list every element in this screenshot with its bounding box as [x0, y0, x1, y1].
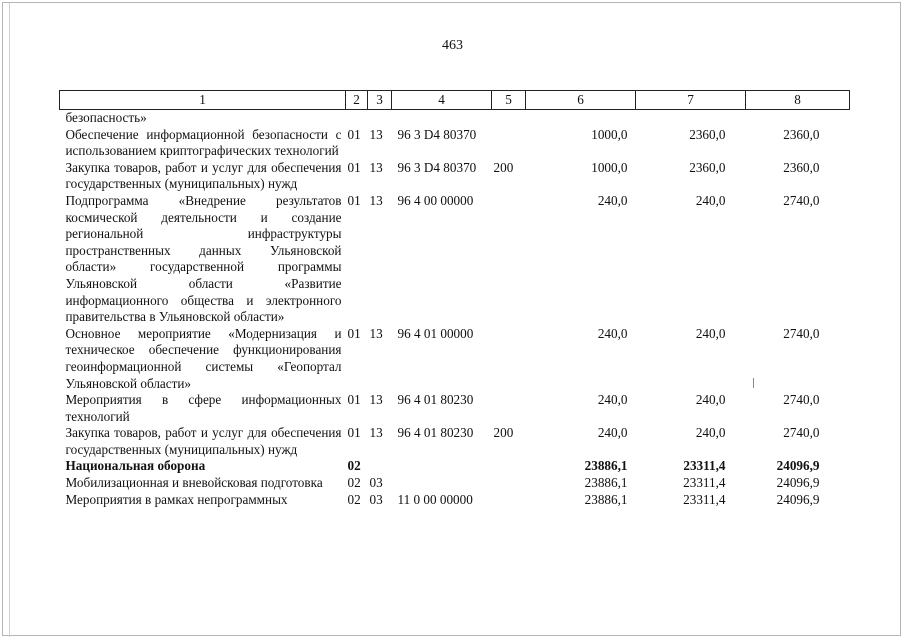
row-expense-type — [492, 193, 526, 326]
row-subsection — [368, 110, 392, 127]
table-row — [60, 110, 850, 127]
row-target-code: 96 4 01 00000 — [397, 325, 474, 341]
table-row — [60, 326, 850, 392]
header-col-5: 5 — [492, 91, 526, 110]
row-name: Мероприятия в рамках непрограммных — [65, 491, 288, 507]
row-expense-type — [492, 492, 526, 509]
row-target-code — [392, 110, 492, 127]
row-value-6: 23886,1 — [584, 475, 628, 491]
row-value-8: 2740,0 — [783, 192, 820, 208]
page-number: 463 — [442, 38, 463, 53]
row-name: Подпрограмма «Внедрение результатов космической деятельности и создание региональной инфраструктуры пространственных данных Ульяновской области» государственной программы Ульяновской области «Развитие информационного общества и электронного правительства в Ульяновской области» — [65, 192, 342, 325]
row-expense-type — [492, 458, 526, 475]
stray-mark — [753, 378, 754, 388]
row-section: 01 — [347, 425, 361, 441]
header-row — [60, 91, 850, 110]
row-value-7: 23311,4 — [683, 458, 726, 474]
row-target-code: 96 3 D4 80370 — [397, 126, 477, 142]
row-target-code: 96 3 D4 80370 — [397, 159, 477, 175]
row-value-7: 240,0 — [695, 192, 726, 208]
row-name: Обеспечение информационной безопасности с использованием криптографических технологий — [65, 126, 342, 159]
row-section: 01 — [347, 392, 361, 408]
row-section: 02 — [347, 475, 361, 491]
row-value-7: 240,0 — [695, 425, 726, 441]
row-name: Закупка товаров, работ и услуг для обеспечения государственных (муниципальных) нужд — [65, 425, 342, 457]
row-value-8: 2740,0 — [783, 425, 820, 441]
row-target-code: 96 4 01 80230 — [397, 392, 474, 408]
table-row — [60, 392, 850, 425]
row-value-8: 24096,9 — [776, 458, 820, 474]
row-expense-type — [492, 392, 526, 425]
table-row — [60, 160, 850, 193]
row-subsection: 13 — [369, 192, 383, 208]
row-subsection: 13 — [369, 126, 383, 142]
row-subsection: 03 — [369, 475, 383, 491]
table-row — [60, 193, 850, 326]
row-target-code: 11 0 00 00000 — [397, 491, 473, 507]
row-section: 01 — [347, 192, 361, 208]
row-subsection: 13 — [369, 159, 383, 175]
row-value-6 — [526, 110, 636, 127]
row-subsection: 03 — [369, 491, 383, 507]
row-value-8: 2360,0 — [783, 159, 820, 175]
row-value-6: 23886,1 — [584, 491, 628, 507]
row-value-6: 23886,1 — [584, 458, 628, 474]
row-value-7: 2360,0 — [689, 126, 726, 142]
row-section: 02 — [347, 458, 361, 474]
row-name: безопасность» — [65, 110, 147, 125]
row-section: 01 — [347, 325, 361, 341]
row-value-6: 240,0 — [597, 392, 628, 408]
table-row — [60, 492, 850, 509]
row-subsection: 13 — [369, 325, 383, 341]
header-col-3: 3 — [368, 91, 392, 110]
row-target-code: 96 4 00 00000 — [397, 192, 474, 208]
header-col-4: 4 — [392, 91, 492, 110]
table-row — [60, 458, 850, 475]
row-subsection — [368, 458, 392, 475]
row-value-6: 240,0 — [597, 425, 628, 441]
row-name: Мероприятия в сфере информационных технологий — [65, 392, 342, 424]
row-expense-type: 200 — [493, 425, 514, 441]
row-value-8: 24096,9 — [776, 475, 820, 491]
row-section: 02 — [347, 491, 361, 507]
row-subsection: 13 — [369, 425, 383, 441]
row-value-8: 2740,0 — [783, 392, 820, 408]
row-expense-type: 200 — [493, 159, 514, 175]
frame-line — [9, 3, 10, 637]
row-value-6: 240,0 — [597, 325, 628, 341]
table-row — [60, 475, 850, 492]
table-row — [60, 127, 850, 160]
row-expense-type — [492, 475, 526, 492]
row-value-7: 240,0 — [695, 392, 726, 408]
row-expense-type — [492, 326, 526, 392]
row-section: 01 — [347, 159, 361, 175]
row-value-8: 24096,9 — [776, 491, 820, 507]
row-value-7: 23311,4 — [683, 475, 726, 491]
row-expense-type — [492, 110, 526, 127]
row-value-6: 1000,0 — [591, 126, 628, 142]
budget-table — [59, 90, 850, 508]
row-value-7: 2360,0 — [689, 159, 726, 175]
row-target-code — [392, 458, 492, 475]
row-value-6: 240,0 — [597, 192, 628, 208]
row-name: Основное мероприятие «Модернизация и техническое обеспечение функционирования геоинформационной системы «Геопортал Ульяновской области» — [65, 325, 342, 391]
row-value-8: 2740,0 — [783, 325, 820, 341]
row-value-8 — [746, 110, 850, 127]
header-col-2: 2 — [346, 91, 368, 110]
row-value-7: 240,0 — [695, 325, 726, 341]
row-section: 01 — [347, 126, 361, 142]
row-target-code: 96 4 01 80230 — [397, 425, 474, 441]
row-name: Закупка товаров, работ и услуг для обеспечения государственных (муниципальных) нужд — [65, 159, 342, 192]
row-subsection: 13 — [369, 392, 383, 408]
header-col-1: 1 — [60, 91, 346, 110]
row-value-7: 23311,4 — [683, 491, 726, 507]
row-value-7 — [636, 110, 746, 127]
row-value-6: 1000,0 — [591, 159, 628, 175]
row-section — [346, 110, 368, 127]
row-name: Национальная оборона — [65, 458, 206, 474]
row-expense-type — [492, 127, 526, 160]
row-target-code — [392, 475, 492, 492]
table-body — [60, 110, 850, 509]
row-value-8: 2360,0 — [783, 126, 820, 142]
row-name: Мобилизационная и вневойсковая подготовка — [65, 475, 323, 491]
header-col-7: 7 — [636, 91, 746, 110]
table-row — [60, 425, 850, 458]
header-col-8: 8 — [746, 91, 850, 110]
header-col-6: 6 — [526, 91, 636, 110]
